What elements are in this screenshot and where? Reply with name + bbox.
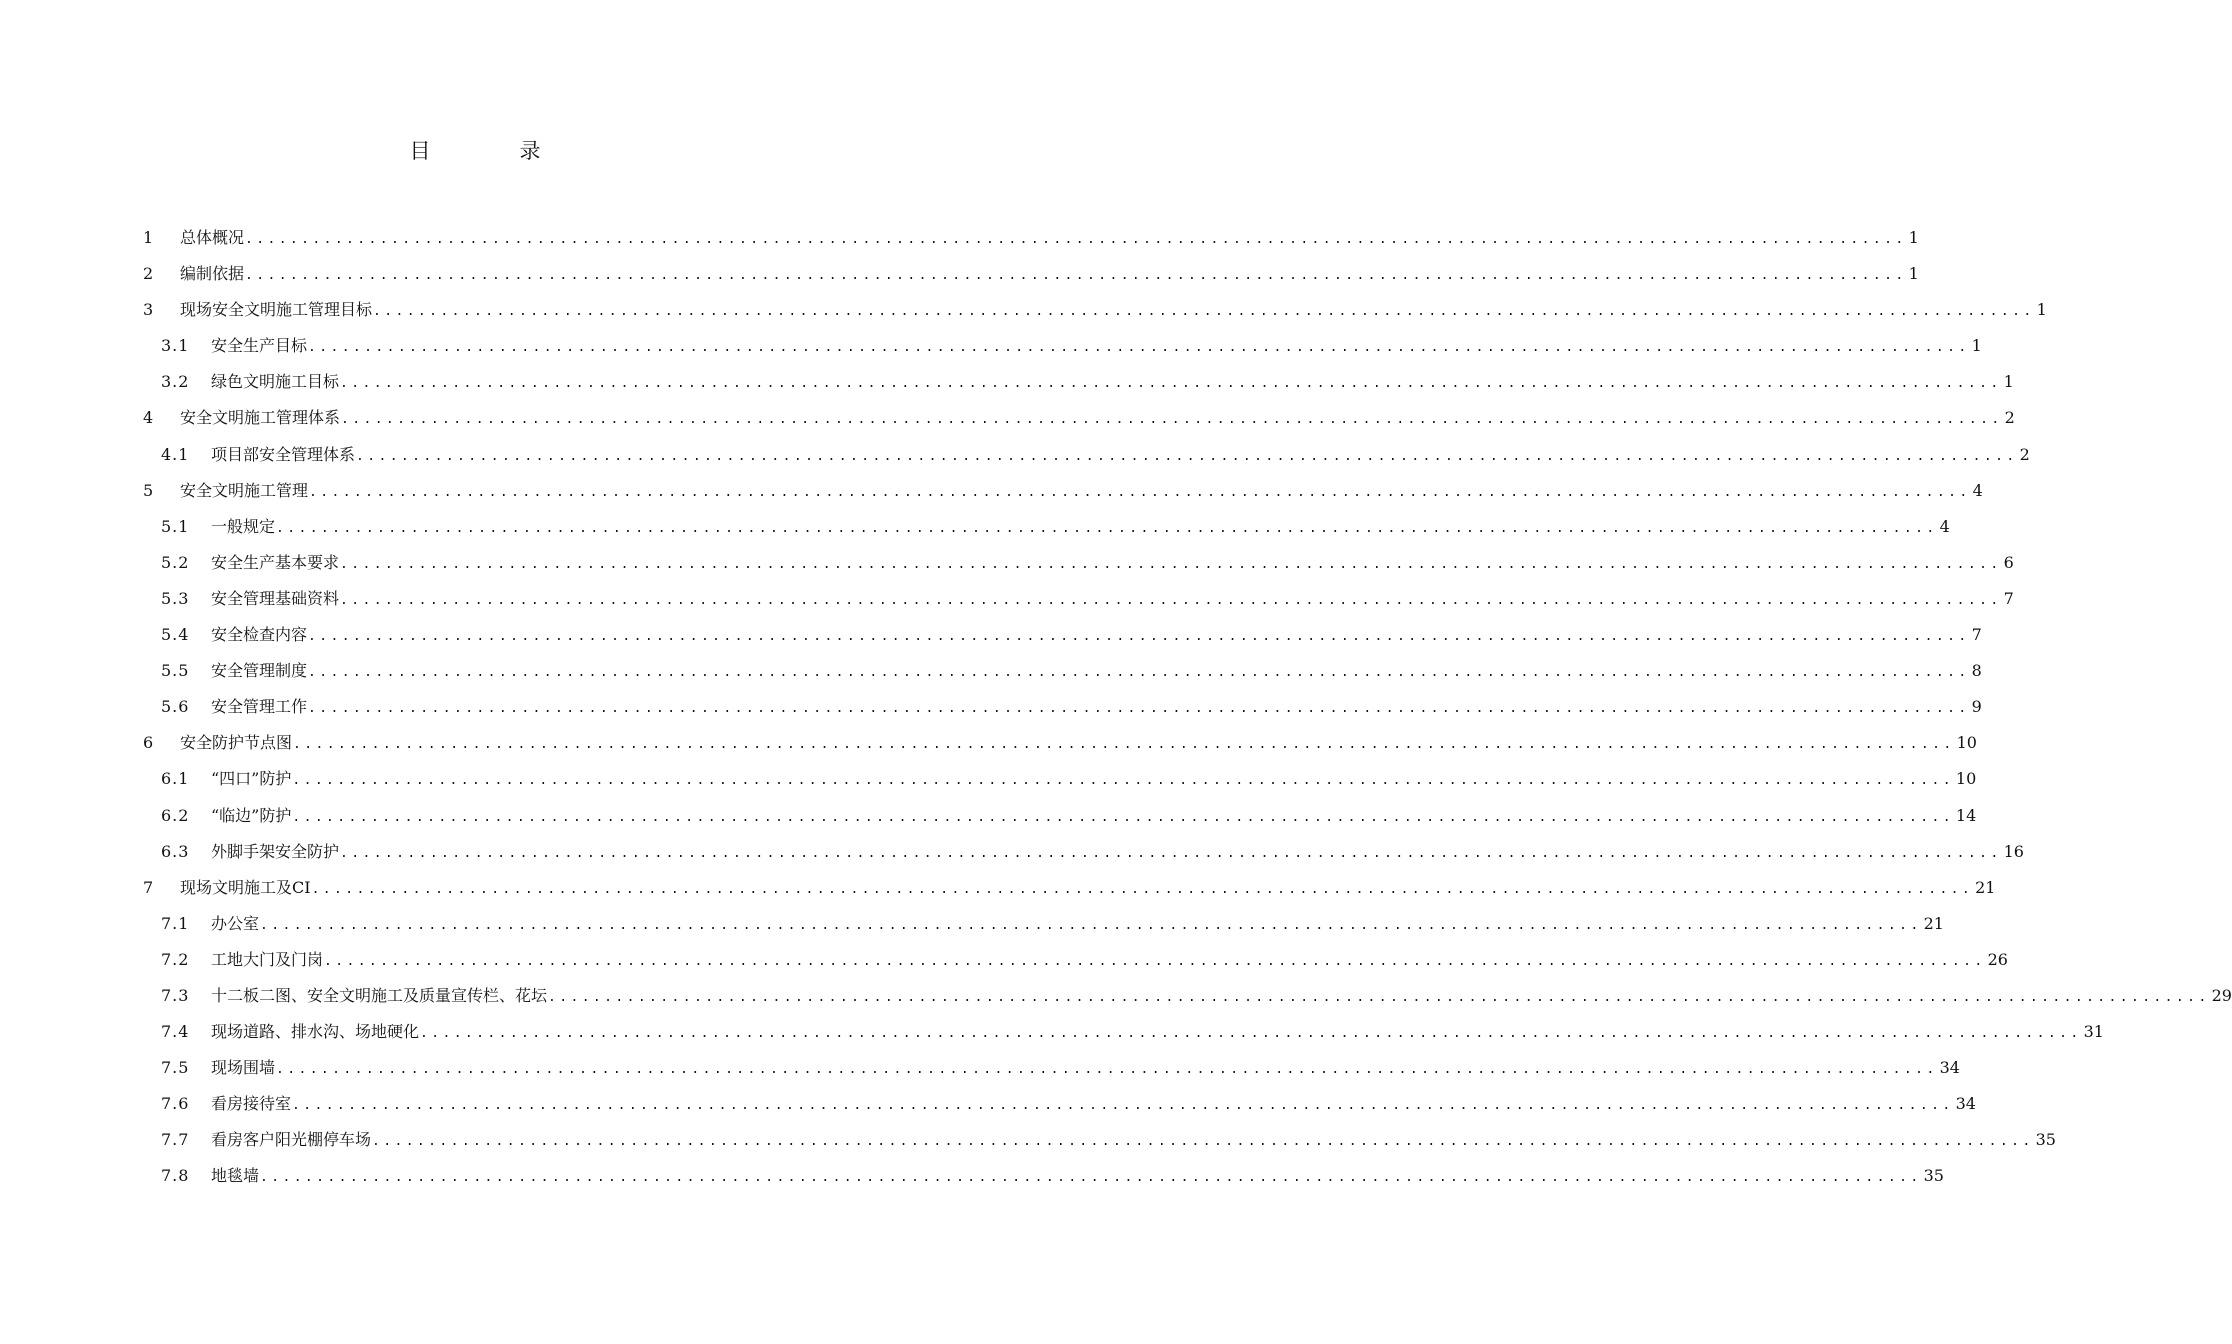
toc-entry-number: 7.2 [161,949,190,969]
toc-entry[interactable] [143,1052,1960,1088]
table-of-contents [143,222,2232,1197]
toc-entry-number: 2 [143,264,155,284]
toc-entry-title: 安全文明施工管理体系 [180,408,341,428]
toc-dot-leader: .................................................................................................................................................... [292,1098,1954,1114]
toc-dot-leader: .................................................................................................................................................... [324,953,1986,969]
toc-dot-leader: .................................................................................................................................................... [340,592,2002,608]
toc-dot-leader: .................................................................................................................................................... [340,376,2002,392]
toc-entry-title: 安全管理制度 [211,661,308,681]
toc-dot-leader: .................................................................................................................................................... [420,1026,2082,1042]
toc-entry-number: 5.6 [161,697,190,717]
toc-entry-number: 6.3 [161,841,190,861]
toc-dot-leader: .................................................................................................................................................... [548,989,2210,1005]
toc-entry-title: 现场围墙 [211,1058,276,1078]
toc-entry-number: 5.3 [161,588,190,608]
toc-entry-title: 安全管理基础资料 [211,588,340,608]
toc-entry-page-number: 9 [1971,697,1982,717]
toc-entry-number: 7.1 [161,913,190,933]
toc-dot-leader: .................................................................................................................................................... [309,484,1971,500]
toc-entry-page-number: 7 [1971,625,1982,645]
page-title: 目 录 [409,139,575,163]
toc-entry-title: 绿色文明施工目标 [211,372,340,392]
toc-entry-number: 4.1 [161,444,190,464]
toc-entry[interactable] [143,872,1996,908]
toc-entry[interactable] [143,836,2024,872]
toc-entry-number: 6.2 [161,805,190,825]
toc-entry-title: “四口”防护 [211,769,292,789]
toc-entry[interactable] [143,330,1982,366]
toc-entry-title: 一般规定 [211,516,276,536]
toc-entry-title: 看房客户阳光棚停车场 [211,1130,372,1150]
toc-entry[interactable] [143,980,2232,1016]
toc-dot-leader: .................................................................................................................................................... [308,629,1970,645]
toc-entry-number: 7.3 [161,985,190,1005]
toc-entry[interactable] [143,222,1919,258]
toc-entry-title: 现场文明施工及CI [180,877,311,897]
toc-entry-number: 3.2 [161,372,190,392]
toc-entry[interactable] [143,439,2030,475]
toc-entry-page-number: 10 [1956,733,1977,753]
toc-entry-title: 安全管理工作 [211,697,308,717]
toc-entry-page-number: 34 [1955,1094,1976,1114]
toc-entry-page-number: 1 [1908,264,1919,284]
toc-entry-number: 6 [143,733,155,753]
toc-entry[interactable] [143,619,1982,655]
toc-entry[interactable] [143,1016,2104,1052]
toc-entry-page-number: 4 [1939,516,1950,536]
toc-entry-title: 现场道路、排水沟、场地硬化 [211,1022,420,1042]
toc-dot-leader: .................................................................................................................................................... [340,556,2002,572]
toc-entry-page-number: 26 [1987,949,2008,969]
toc-entry-page-number: 35 [2035,1130,2056,1150]
toc-entry[interactable] [143,294,2047,330]
toc-entry-number: 5.1 [161,516,190,536]
toc-entry[interactable] [143,547,2014,583]
toc-entry[interactable] [143,691,1982,727]
toc-entry-page-number: 1 [2036,300,2047,320]
toc-entry-page-number: 31 [2083,1022,2104,1042]
toc-entry-page-number: 8 [1971,661,1982,681]
toc-entry-number: 4 [143,408,155,428]
toc-entry-page-number: 16 [2003,841,2024,861]
toc-entry[interactable] [143,763,1977,799]
toc-dot-leader: .................................................................................................................................................... [311,881,1974,897]
toc-dot-leader: .................................................................................................................................................... [372,1134,2034,1150]
toc-dot-leader: .................................................................................................................................................... [308,701,1970,717]
toc-entry[interactable] [143,1124,2056,1160]
toc-entry[interactable] [143,511,1950,547]
toc-entry-page-number: 7 [2003,588,2014,608]
toc-entry[interactable] [143,944,2008,980]
toc-dot-leader: .................................................................................................................................................... [356,448,2018,464]
toc-dot-leader: .................................................................................................................................................... [293,737,1955,753]
toc-dot-leader: .................................................................................................................................................... [373,304,2035,320]
toc-dot-leader: .................................................................................................................................................... [245,268,1907,284]
toc-entry[interactable] [143,402,2015,438]
toc-dot-leader: .................................................................................................................................................... [340,845,2002,861]
toc-dot-leader: .................................................................................................................................................... [341,412,2003,428]
toc-entry-page-number: 4 [1972,480,1983,500]
toc-entry-title: 安全文明施工管理 [180,480,309,500]
toc-dot-leader: .................................................................................................................................................... [260,1170,1922,1186]
toc-entry[interactable] [143,800,1977,836]
toc-dot-leader: .................................................................................................................................................... [276,1062,1938,1078]
toc-entry-page-number: 35 [1923,1166,1944,1186]
toc-entry-page-number: 21 [1923,913,1944,933]
toc-entry-number: 3 [143,300,155,320]
toc-entry-title: 安全生产目标 [211,336,308,356]
toc-entry-title: 现场安全文明施工管理目标 [180,300,373,320]
toc-entry-title: 办公室 [211,913,260,933]
toc-entry-number: 1 [143,228,155,247]
toc-entry-title: 总体概况 [180,228,245,247]
toc-entry-title: 安全生产基本要求 [211,552,340,572]
toc-entry-title: 安全防护节点图 [180,733,293,753]
toc-entry-number: 5.4 [161,625,190,645]
toc-entry-title: “临边”防护 [211,805,292,825]
toc-entry[interactable] [143,583,2014,619]
toc-entry[interactable] [143,475,1983,511]
toc-dot-leader: .................................................................................................................................................... [308,340,1970,356]
toc-entry-title: 安全检查内容 [211,625,308,645]
toc-entry[interactable] [143,1088,1976,1124]
toc-entry-page-number: 2 [2019,444,2030,464]
toc-dot-leader: .................................................................................................................................................... [245,232,1907,247]
toc-entry-number: 6.1 [161,769,190,789]
toc-entry-title: 外脚手架安全防护 [211,841,340,861]
toc-entry-page-number: 21 [1975,877,1996,897]
toc-entry[interactable] [143,908,1944,944]
toc-entry-page-number: 6 [2003,552,2014,572]
toc-dot-leader: .................................................................................................................................................... [260,917,1922,933]
toc-entry-title: 地毯墙 [211,1166,260,1186]
toc-entry-number: 7.7 [161,1130,190,1150]
toc-dot-leader: .................................................................................................................................................... [308,665,1970,681]
toc-entry-page-number: 1 [2003,372,2014,392]
toc-entry-title: 十二板二图、安全文明施工及质量宣传栏、花坛 [211,985,548,1005]
toc-dot-leader: .................................................................................................................................................... [292,809,1954,825]
toc-entry-title: 看房接待室 [211,1094,292,1114]
toc-entry-title: 项目部安全管理体系 [211,444,356,464]
toc-entry-page-number: 2 [2004,408,2015,428]
toc-entry[interactable] [143,655,1982,691]
toc-entry-number: 7.8 [161,1166,190,1186]
toc-entry-number: 5.5 [161,661,190,681]
toc-entry-number: 7 [143,877,155,897]
toc-dot-leader: .................................................................................................................................................... [292,773,1954,789]
toc-entry-page-number: 10 [1955,769,1977,789]
toc-entry[interactable] [143,258,1919,294]
toc-entry-page-number: 29 [2211,985,2232,1005]
toc-entry[interactable] [143,1160,1944,1196]
toc-entry-number: 5.2 [161,552,190,572]
toc-entry[interactable] [143,366,2014,402]
toc-entry-page-number: 1 [1971,336,1982,356]
toc-entry-number: 7.4 [161,1022,190,1042]
toc-entry-page-number: 34 [1939,1058,1960,1078]
toc-entry-number: 3.1 [161,336,190,356]
toc-entry-number: 5 [143,480,155,500]
toc-entry-page-number: 1 [1908,228,1919,247]
toc-dot-leader: .................................................................................................................................................... [276,520,1938,536]
toc-entry-number: 7.6 [161,1094,190,1114]
toc-entry-number: 7.5 [161,1058,190,1078]
toc-entry-title: 工地大门及门岗 [211,949,324,969]
toc-entry-page-number: 14 [1955,805,1977,825]
toc-entry[interactable] [143,727,1977,763]
toc-entry-title: 编制依据 [180,264,245,284]
